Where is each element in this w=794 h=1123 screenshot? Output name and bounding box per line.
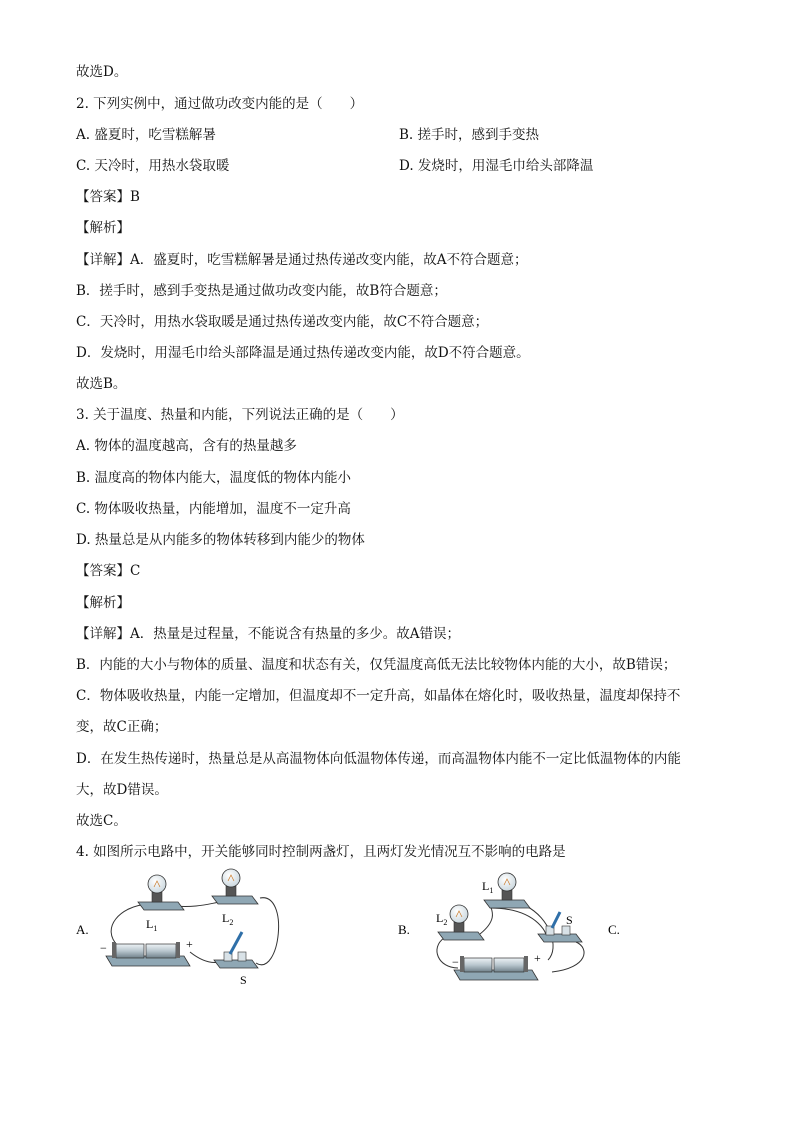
q2-analysis-label: 【解析】 [76,220,130,236]
label-switch-b: S [566,913,573,927]
label-l2-b: $L_2$ [436,911,448,927]
q3-option-c: C. 物体吸收热量，内能增加，温度不一定升高 [76,501,351,517]
lamp-l1-a [138,875,184,910]
q2-option-c: C. 天冷时，用热水袋取暖 [76,158,230,174]
label-l2-a: $L_2$ [222,911,234,927]
switch-b [538,912,582,942]
battery-a [106,942,190,966]
option-a-label: A. [76,922,89,937]
switch-a [214,932,258,968]
q2-detail-b: B．搓手时，感到手变热是通过做功改变内能，故B符合题意； [76,283,447,299]
q3-detail-a: 【详解】A．热量是过程量，不能说含有热量的多少。故A错误； [76,626,460,642]
label-l1-a: $L_1$ [146,917,158,933]
q2-detail-d: D．发烧时，用湿毛巾给头部降温是通过热传递改变内能，故D不符合题意。 [76,345,530,361]
q3-option-d: D. 热量总是从内能多的物体转移到内能少的物体 [76,532,365,548]
q2-selection: 故选B。 [76,376,127,392]
question-3: 3. 关于温度、热量和内能，下列说法正确的是（ ） [76,407,404,423]
option-b-label: B. [398,922,410,937]
battery-plus-a: + [186,937,193,951]
circuit-figure [60,868,660,993]
lamp-l2-a [212,869,258,904]
battery-minus-a: − [100,941,107,955]
q2-detail-c: C．天冷时，用热水袋取暖是通过热传递改变内能，故C不符合题意； [76,314,489,330]
q3-detail-c-line2: 变，故C正确； [76,719,168,735]
q3-option-b: B. 温度高的物体内能大，温度低的物体内能小 [76,470,352,486]
q2-detail-a: 【详解】A．盛夏时，吃雪糕解暑是通过热传递改变内能，故A不符合题意； [76,252,528,268]
battery-plus-b: + [534,951,541,965]
q3-detail-c-line1: C．物体吸收热量，内能一定增加，但温度却不一定升高，如晶体在熔化时，吸收热量，温度却保持不 [76,688,681,704]
answer-choice-line: 故选D。 [76,64,128,80]
q2-option-a: A. 盛夏时，吃雪糕解暑 [76,127,216,143]
question-2: 2. 下列实例中，通过做功改变内能的是（ ） [76,96,364,112]
battery-b [454,956,538,980]
q3-detail-d-line2: 大，故D错误。 [76,782,168,798]
q3-detail-d-line1: D．在发生热传递时，热量总是从高温物体向低温物体传递，而高温物体内能不一定比低温物体的内能 [76,751,681,767]
q3-answer: 【答案】C [76,563,141,579]
q3-option-a: A. 物体的温度越高，含有的热量越多 [76,438,297,454]
q2-option-b: B. 搓手时，感到手变热 [399,127,540,143]
q2-answer: 【答案】B [76,189,140,205]
label-switch-a: S [240,973,247,987]
label-l1-b: $L_1$ [482,879,494,895]
option-c-label: C. [608,922,620,937]
battery-minus-b: − [452,955,459,969]
q3-selection: 故选C。 [76,813,127,829]
q3-analysis-label: 【解析】 [76,595,130,611]
q2-option-d: D. 发烧时，用湿毛巾给头部降温 [399,158,594,174]
question-4: 4. 如图所示电路中，开关能够同时控制两盏灯，且两灯发光情况互不影响的电路是 [76,844,566,860]
q3-detail-b: B．内能的大小与物体的质量、温度和状态有关，仅凭温度高低无法比较物体内能的大小，故B错误； [76,657,677,673]
